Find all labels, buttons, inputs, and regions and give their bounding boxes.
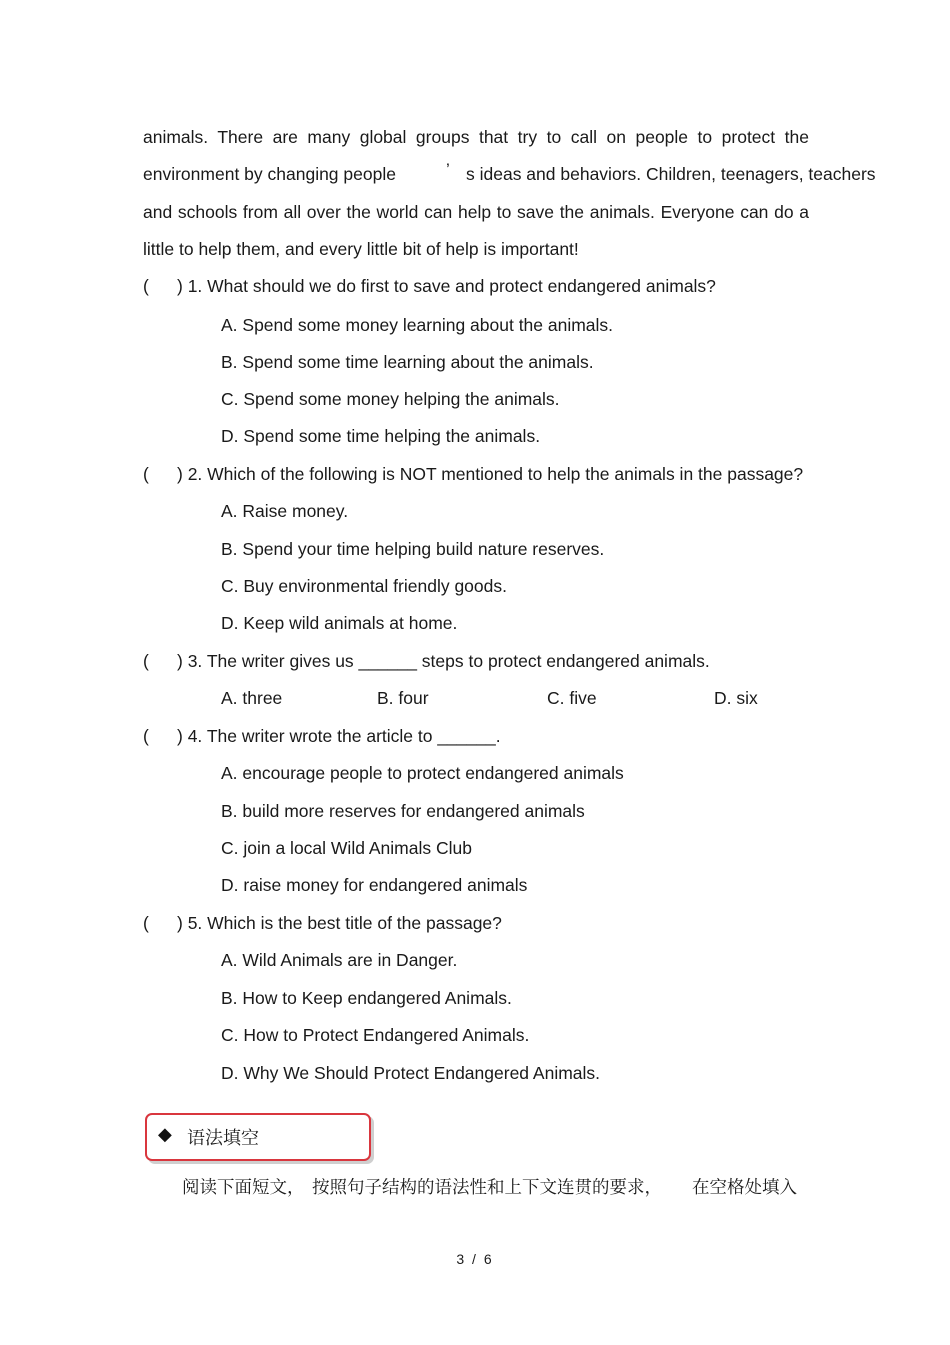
answer-blank[interactable]: (	[143, 276, 149, 296]
passage-line-2a: environment by changing people	[143, 164, 396, 184]
option: A. encourage people to protect endangered animals	[221, 763, 624, 783]
question-text: ) 1. What should we do first to save and protect endangered animals?	[177, 276, 716, 296]
option: C. How to Protect Endangered Animals.	[221, 1025, 530, 1045]
option: D. raise money for endangered animals	[221, 875, 528, 895]
question-5	[143, 911, 502, 935]
answer-blank[interactable]: (	[143, 913, 149, 933]
answer-blank[interactable]: (	[143, 464, 149, 484]
option: D. six	[714, 688, 758, 708]
question-text: ) 3. The writer gives us ______ steps to protect endangered animals.	[177, 651, 710, 671]
option: B. Spend some time learning about the animals.	[221, 352, 594, 372]
option: B. How to Keep endangered Animals.	[221, 988, 512, 1008]
answer-blank[interactable]: (	[143, 726, 149, 746]
page-number: 3 / 6	[456, 1251, 494, 1267]
option: B. four	[377, 688, 429, 708]
passage-line-1: animals. There are many global groups that try to call on people to protect the	[143, 127, 809, 147]
passage-line-4: little to help them, and every little bit of help is important!	[143, 239, 579, 259]
option: A. Wild Animals are in Danger.	[221, 950, 458, 970]
question-text: ) 4. The writer wrote the article to ______.	[177, 726, 501, 746]
instruction-part-2: 按照句子结构的语法性和上下文连贯的要求，	[312, 1178, 662, 1198]
option: C. Spend some money helping the animals.	[221, 389, 560, 409]
option: D. Spend some time helping the animals.	[221, 426, 541, 446]
instruction-part-1: 阅读下面短文，	[182, 1178, 305, 1198]
option: A. three	[221, 688, 283, 708]
option: C. Buy environmental friendly goods.	[221, 576, 507, 596]
question-1	[143, 274, 716, 298]
passage-line-2b: s ideas and behaviors. Children, teenagers, teachers	[466, 164, 876, 184]
option: B. build more reserves for endangered animals	[221, 801, 585, 821]
option: D. Keep wild animals at home.	[221, 613, 458, 633]
diamond-icon: ◆	[158, 1124, 172, 1144]
question-2	[143, 462, 803, 486]
option: B. Spend your time helping build nature reserves.	[221, 539, 605, 559]
option: A. Raise money.	[221, 501, 349, 521]
option: D. Why We Should Protect Endangered Animals.	[221, 1063, 601, 1083]
option: C. five	[547, 688, 597, 708]
question-text: ) 2. Which of the following is NOT mentioned to help the animals in the passage?	[177, 464, 804, 484]
option: A. Spend some money learning about the animals.	[221, 315, 614, 335]
question-3	[143, 649, 710, 673]
instruction-part-3: 在空格处填入	[692, 1178, 797, 1198]
section-title: 语法填空	[187, 1128, 259, 1149]
question-4	[143, 724, 501, 748]
passage-line-3: and schools from all over the world can help to save the animals. Everyone can do a	[143, 202, 809, 222]
question-text: ) 5. Which is the best title of the passage?	[177, 913, 502, 933]
apostrophe: ’	[446, 160, 450, 179]
option: C. join a local Wild Animals Club	[221, 838, 472, 858]
answer-blank[interactable]: (	[143, 651, 149, 671]
section-header	[145, 1113, 371, 1161]
